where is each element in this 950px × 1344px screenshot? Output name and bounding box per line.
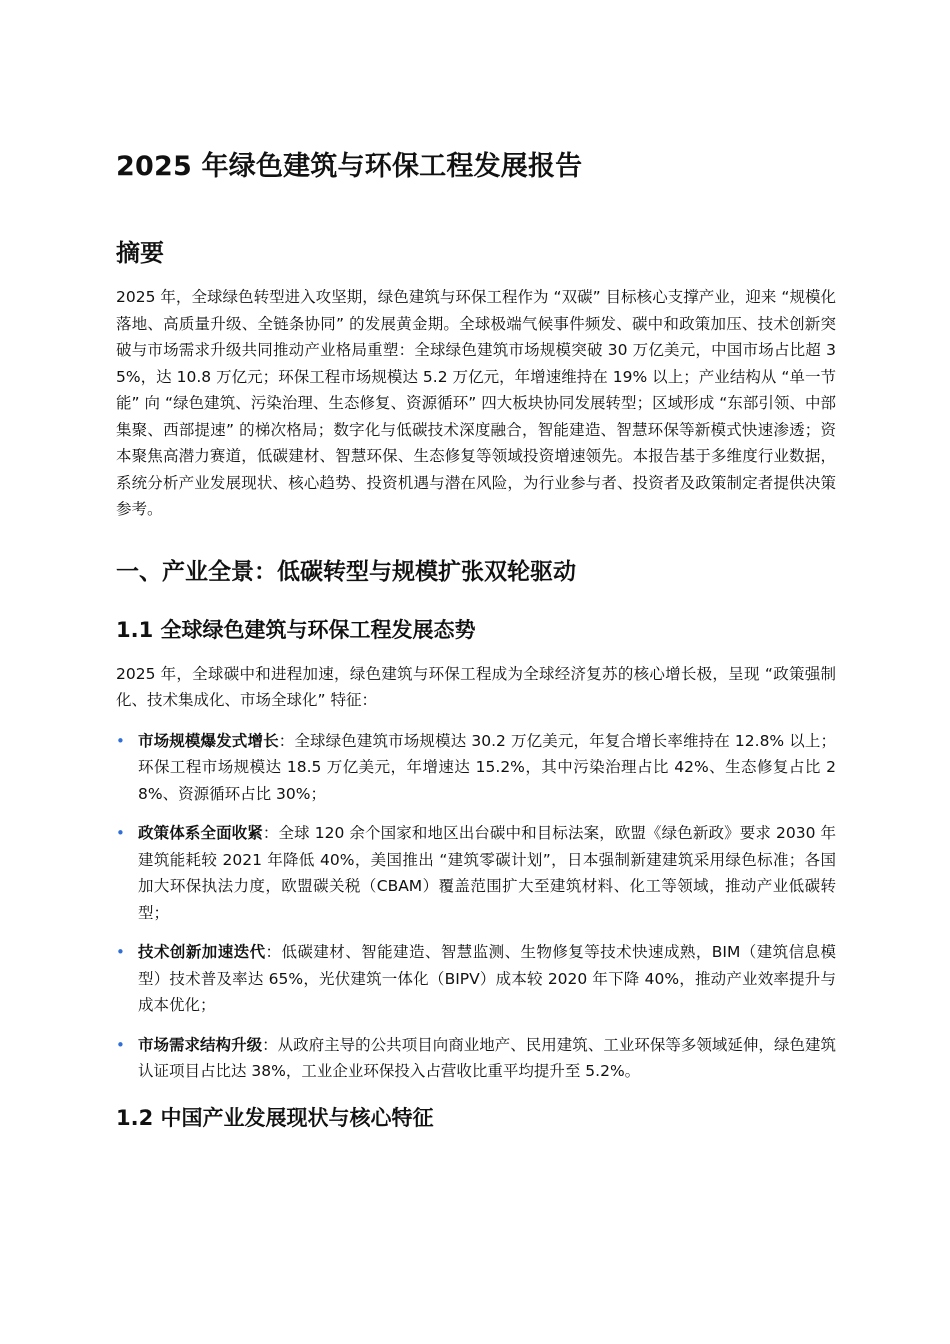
list-item: [116, 728, 836, 808]
list-item: [116, 820, 836, 926]
chapter-1-heading: 一、产业全景：低碳转型与规模扩张双轮驱动: [116, 558, 576, 585]
section-1-1-intro: 2025 年，全球碳中和进程加速，绿色建筑与环保工程成为全球经济复苏的核心增长极，呈现 “政策强制化、技术集成化、市场全球化” 特征：: [116, 664, 836, 709]
bullet-label: 市场规模爆发式增长: [138, 731, 279, 750]
abstract-heading: 摘要: [116, 239, 164, 267]
document-title: 2025 年绿色建筑与环保工程发展报告: [116, 151, 583, 182]
bullet-text: ：全球绿色建筑市场规模达 30.2 万亿美元，年复合增长率维持在 12.8% 以上；环保工程市场规模达 18.5 万亿美元，年增速达 15.2%，其中污染治理占比 42%、生态修复占比 28%、资源循环占比 30%；: [138, 731, 836, 803]
bullet-dot-icon: •: [116, 731, 125, 750]
bullet-text: ：从政府主导的公共项目向商业地产、民用建筑、工业环保等多领域延伸，绿色建筑认证项目占比达 38%，工业企业环保投入占营收比重平均提升至 5.2%。: [138, 1035, 836, 1080]
bullet-dot-icon: •: [116, 824, 125, 842]
section-1-2-heading: 1.2 中国产业发展现状与核心特征: [116, 1105, 434, 1130]
list-item: [116, 1032, 836, 1085]
list-item: [116, 939, 836, 1019]
abstract-paragraph: 2025 年，全球绿色转型进入攻坚期，绿色建筑与环保工程作为 “双碳” 目标核心支撑产业，迎来 “规模化落地、高质量升级、全链条协同” 的发展黄金期。全球极端气候事件频发、碳中和政策加压、技术创新突破与市场需求升级共同推动产业格局重塑：全球绿色建筑市场规模突破 30 万亿美元，中国市场占比超 35%，达 10.8 万亿元；环保工程市场规模达 5.2 万亿元，年增速维持在 19% 以上；产业结构从 “单一节能” 向 “绿色建筑、污染治理、生态修复、资源循环” 四大板块协同发展转型；区域形成 “东部引领、中部集聚、西部提速” 的梯次格局；数字化与低碳技术深度融合，智能建造、智慧环保等新模式快速渗透；资本聚焦高潜力赛道，低碳建材、智慧环保、生态修复等领域投资增速领先。本报告基于多维度行业数据，系统分析产业发展现状、核心趋势、投资机遇与潜在风险，为行业参与者、投资者及政策制定者提供决策参考。: [116, 288, 836, 518]
bullet-dot-icon: •: [116, 943, 125, 961]
bullet-dot-icon: •: [116, 1035, 125, 1054]
section-1-1-heading: 1.1 全球绿色建筑与环保工程发展态势: [116, 617, 476, 642]
bullet-text: ：低碳建材、智能建造、智慧监测、生物修复等技术快速成熟，BIM（建筑信息模型）技术普及率达 65%，光伏建筑一体化（BIPV）成本较 2020 年下降 40%，推动产业效率提升与成本优化；: [138, 943, 836, 1014]
bullet-label: 技术创新加速迭代: [138, 943, 266, 961]
bullet-list: [116, 728, 836, 1085]
bullet-label: 市场需求结构升级: [138, 1035, 263, 1054]
bullet-label: 政策体系全面收紧: [138, 824, 263, 842]
document-page: [116, 148, 836, 1133]
bullet-text: ：全球 120 余个国家和地区出台碳中和目标法案，欧盟《绿色新政》要求 2030 年建筑能耗较 2021 年降低 40%，美国推出 “建筑零碳计划”，日本强制新建建筑采用绿色标准；各国加大环保执法力度，欧盟碳关税（CBAM）覆盖范围扩大至建筑材料、化工等领域，推动产业低碳转型；: [138, 824, 836, 922]
